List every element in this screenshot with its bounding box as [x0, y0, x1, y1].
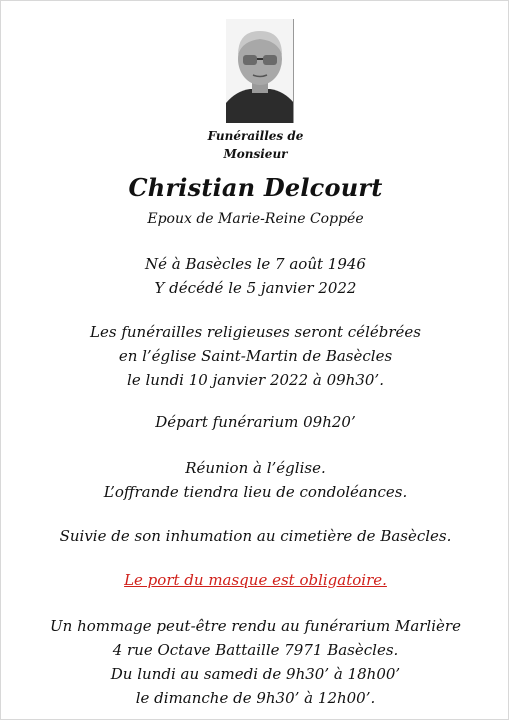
homage-line-2: 4 rue Octave Battaille 7971 Basècles. — [112, 641, 399, 659]
birth-line: Né à Basècles le 7 août 1946 — [145, 255, 366, 273]
header-line-1: Funérailles de — [207, 129, 304, 143]
reunion-line-2: L’offrande tiendra lieu de condoléances. — [103, 483, 408, 501]
departure-line: Départ funérarium 09h20’ — [155, 413, 356, 431]
homage-line-3: Du lundi au samedi de 9h30’ à 18h00’ — [110, 665, 401, 683]
homage-line-1: Un hommage peut-être rendu au funérarium Marlière — [50, 617, 461, 635]
ceremony-line-2: en l’église Saint-Martin de Basècles — [118, 347, 393, 365]
ceremony-line-1: Les funérailles religieuses seront célébrées — [90, 323, 421, 341]
deceased-name: Christian Delcourt — [128, 173, 383, 202]
mask-notice: Le port du masque est obligatoire. — [124, 571, 387, 589]
ceremony-line-3: le lundi 10 janvier 2022 à 09h30’. — [127, 371, 384, 389]
header-line-2: Monsieur — [223, 147, 288, 161]
spouse-line: Epoux de Marie-Reine Coppée — [147, 211, 364, 227]
photo-edge — [293, 19, 294, 123]
reunion-line-1: Réunion à l’église. — [185, 459, 326, 477]
burial-line: Suivie de son inhumation au cimetière de Basècles. — [59, 527, 452, 545]
portrait-image — [226, 19, 294, 123]
death-line: Y décédé le 5 janvier 2022 — [154, 279, 357, 297]
portrait-photo — [226, 19, 294, 123]
homage-line-4: le dimanche de 9h30’ à 12h00’. — [135, 689, 376, 707]
